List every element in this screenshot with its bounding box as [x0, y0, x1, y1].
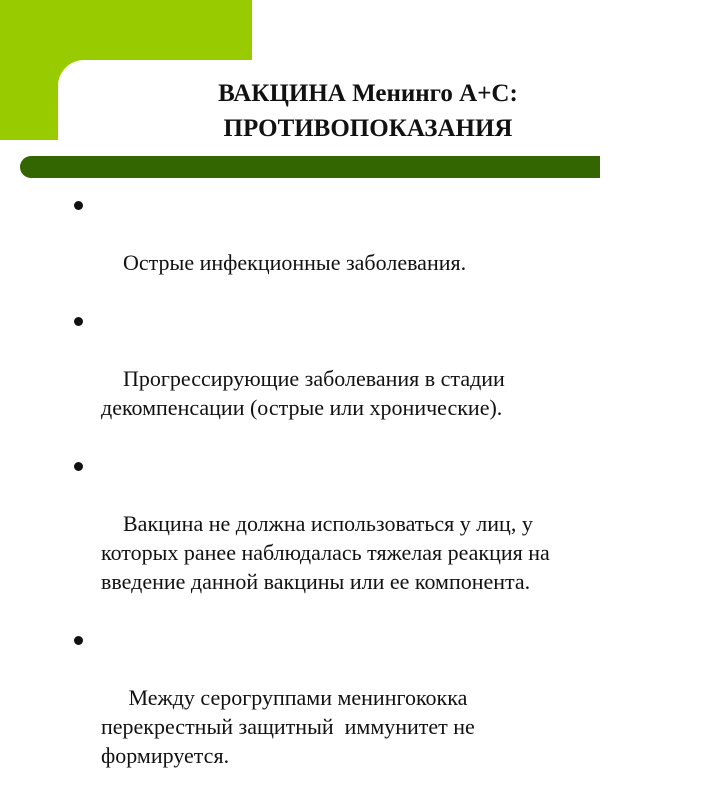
bullet-item-3	[70, 451, 700, 625]
bullet-item-4	[70, 625, 700, 799]
bullet-text-3: Вакцина не должна использоваться у лиц, у которых ранее наблюдалась тяжелая реакция на введение данной вакцины или ее компонента.	[101, 511, 550, 594]
slide-title	[90, 76, 646, 146]
bullet-dot-icon	[74, 636, 83, 645]
bullet-item-1	[70, 190, 700, 306]
bullet-text-4: Между серогруппами менингококка перекрестный защитный иммунитет не формируется.	[101, 685, 475, 768]
bullet-text-2: Прогрессирующие заболевания в стадии декомпенсации (острые или хронические).	[101, 366, 505, 420]
bullet-dot-icon	[74, 462, 83, 471]
title-divider-bar	[20, 156, 600, 178]
slide-title-line-1: ВАКЦИНА Менинго А+С:	[218, 80, 518, 107]
bullet-text-1: Острые инфекционные заболевания.	[123, 250, 467, 275]
bullet-list	[70, 190, 700, 799]
slide-title-line-2: ПРОТИВОПОКАЗАНИЯ	[223, 115, 513, 142]
bullet-dot-icon	[74, 317, 83, 326]
bullet-dot-icon	[74, 201, 83, 210]
bullet-item-2	[70, 306, 700, 451]
